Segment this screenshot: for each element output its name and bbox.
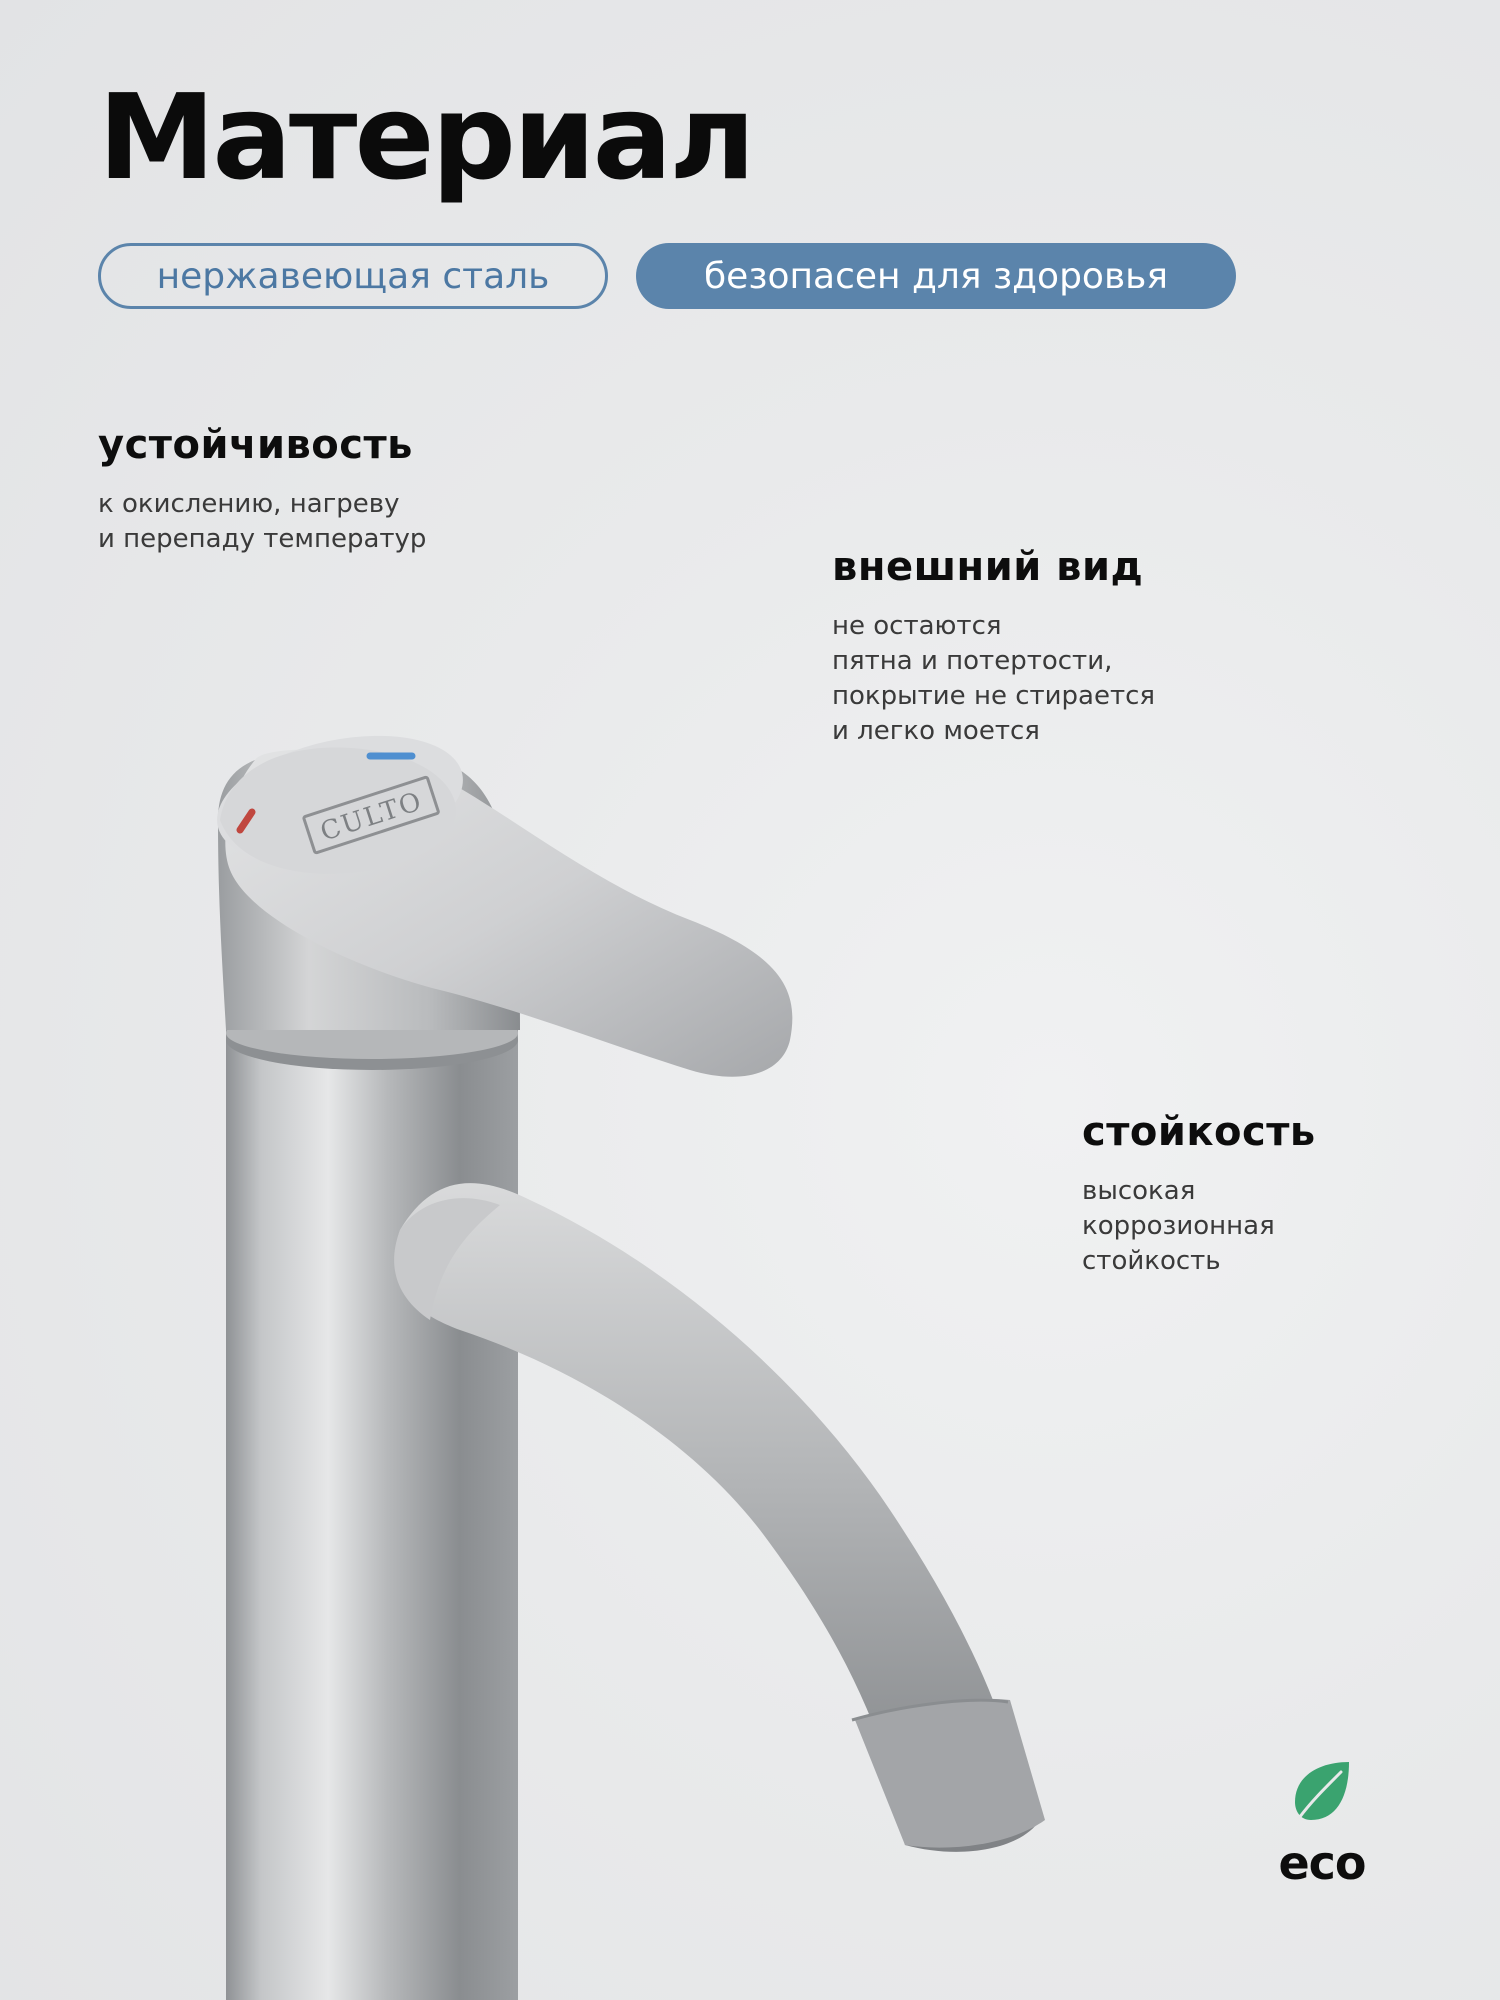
description-line: к окислению, нагреву (98, 489, 400, 519)
description-line: стойкость (1082, 1246, 1221, 1276)
tag-stainless-steel: нержавеющая сталь (98, 243, 608, 309)
feature-heading: устойчивость (98, 422, 413, 468)
description-line: и легко моется (832, 716, 1040, 746)
feature-heading: стойкость (1082, 1109, 1316, 1155)
description-line: коррозионная (1082, 1211, 1275, 1241)
description-line: не остаются (832, 611, 1002, 641)
leaf-icon (1289, 1758, 1355, 1824)
feature-resistance (98, 423, 426, 557)
description-line: покрытие не стирается (832, 681, 1156, 711)
page-title: Материал (98, 68, 753, 206)
feature-description (832, 609, 1155, 749)
feature-appearance (832, 545, 1155, 749)
feature-description (98, 487, 426, 557)
description-line: и перепаду температур (98, 524, 427, 554)
feature-durability (1082, 1110, 1316, 1279)
eco-badge (1262, 1758, 1382, 1890)
description-line: пятна и потертости, (832, 646, 1113, 676)
description-line: высокая (1082, 1176, 1196, 1206)
eco-label: eco (1278, 1836, 1366, 1890)
brand-engraving: CULTO (316, 786, 427, 848)
feature-heading: внешний вид (832, 544, 1144, 590)
feature-description (1082, 1174, 1316, 1279)
tag-health-safe: безопасен для здоровья (636, 243, 1236, 309)
